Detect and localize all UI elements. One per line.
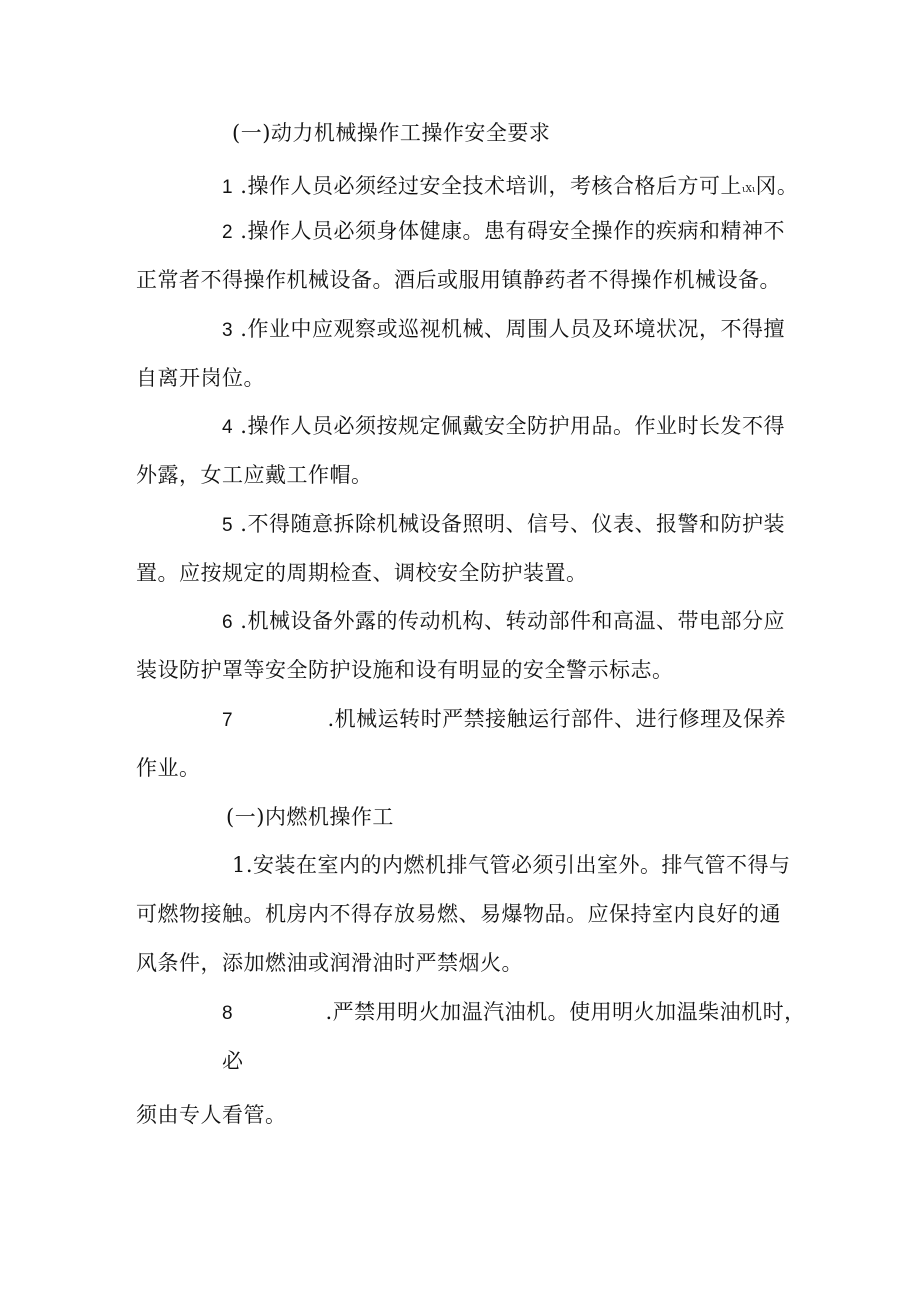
item-text: .操作人员必须按规定佩戴安全防护用品。作业时长发不得 bbox=[240, 414, 785, 438]
list-item-7-line2: 作业。 bbox=[136, 756, 201, 780]
list-item-2-line1 bbox=[222, 217, 785, 247]
list-item-5-line2: 置。应按规定的周期检查、调校安全防护装置。 bbox=[136, 561, 588, 585]
list-item-b1-line1: 1.安装在室内的内燃机排气管必须引出室外。排气管不得与 bbox=[232, 853, 791, 877]
section-heading-combustion-engine: (一)内燃机操作工 bbox=[226, 805, 394, 829]
item-text: .严禁用明火加温汽油机。使用明火加温柴油机时， bbox=[325, 1000, 806, 1024]
item-number: 8 bbox=[222, 1003, 234, 1024]
item-number: 6 bbox=[222, 612, 234, 633]
list-item-b1-line3: 风条件，添加燃油或润滑油时严禁烟火。 bbox=[136, 951, 523, 975]
item-text: .作业中应观察或巡视机械、周围人员及环境状况，不得擅 bbox=[240, 317, 785, 341]
item-number: 1 bbox=[222, 177, 234, 198]
list-item-6-line2: 装设防护罩等安全防护设施和设有明显的安全警示标志。 bbox=[136, 658, 674, 682]
item-text: .机械运转时严禁接触运行部件、进行修理及保养 bbox=[327, 707, 787, 731]
item-number: 3 bbox=[222, 320, 234, 341]
item-number: 2 bbox=[222, 222, 234, 243]
list-item-b1-line2: 可燃物接触。机房内不得存放易燃、易爆物品。应保持室内良好的通 bbox=[136, 902, 781, 926]
list-item-5-line1 bbox=[222, 510, 785, 540]
list-item-6-line1 bbox=[222, 607, 785, 637]
item-text: .机械设备外露的传动机构、转动部件和高温、带电部分应 bbox=[240, 609, 785, 633]
item-text: .不得随意拆除机械设备照明、信号、仪表、报警和防护装 bbox=[240, 512, 785, 536]
list-item-8-line2: 必 bbox=[222, 1049, 244, 1073]
list-item-3-line1 bbox=[222, 315, 785, 345]
list-item-2-line2: 正常者不得操作机械设备。酒后或服用镇静药者不得操作机械设备。 bbox=[136, 268, 781, 292]
section-heading-power-machinery: (一)动力机械操作工操作安全要求 bbox=[232, 121, 551, 145]
list-item-8-line1 bbox=[222, 998, 806, 1028]
list-item-4-line2: 外露，女工应戴工作帽。 bbox=[136, 463, 373, 487]
list-item-7-line1 bbox=[222, 705, 786, 735]
item-number: 7 bbox=[222, 710, 234, 731]
item-number: 5 bbox=[222, 515, 234, 536]
list-item-3-line2: 自离开岗位。 bbox=[136, 366, 265, 390]
item-text: .操作人员必须经过安全技术培训，考核合格后方可上 bbox=[240, 174, 742, 198]
list-item-1 bbox=[222, 172, 798, 204]
item-number: 4 bbox=[222, 417, 234, 438]
item-text: .操作人员必须身体健康。患有碍安全操作的疾病和精神不 bbox=[240, 219, 785, 243]
list-item-4-line1 bbox=[222, 412, 785, 442]
item-text-small: ιXι bbox=[741, 185, 756, 195]
item-text-end: 冈。 bbox=[755, 174, 799, 198]
list-item-8-line3: 须由专人看管。 bbox=[136, 1103, 287, 1127]
